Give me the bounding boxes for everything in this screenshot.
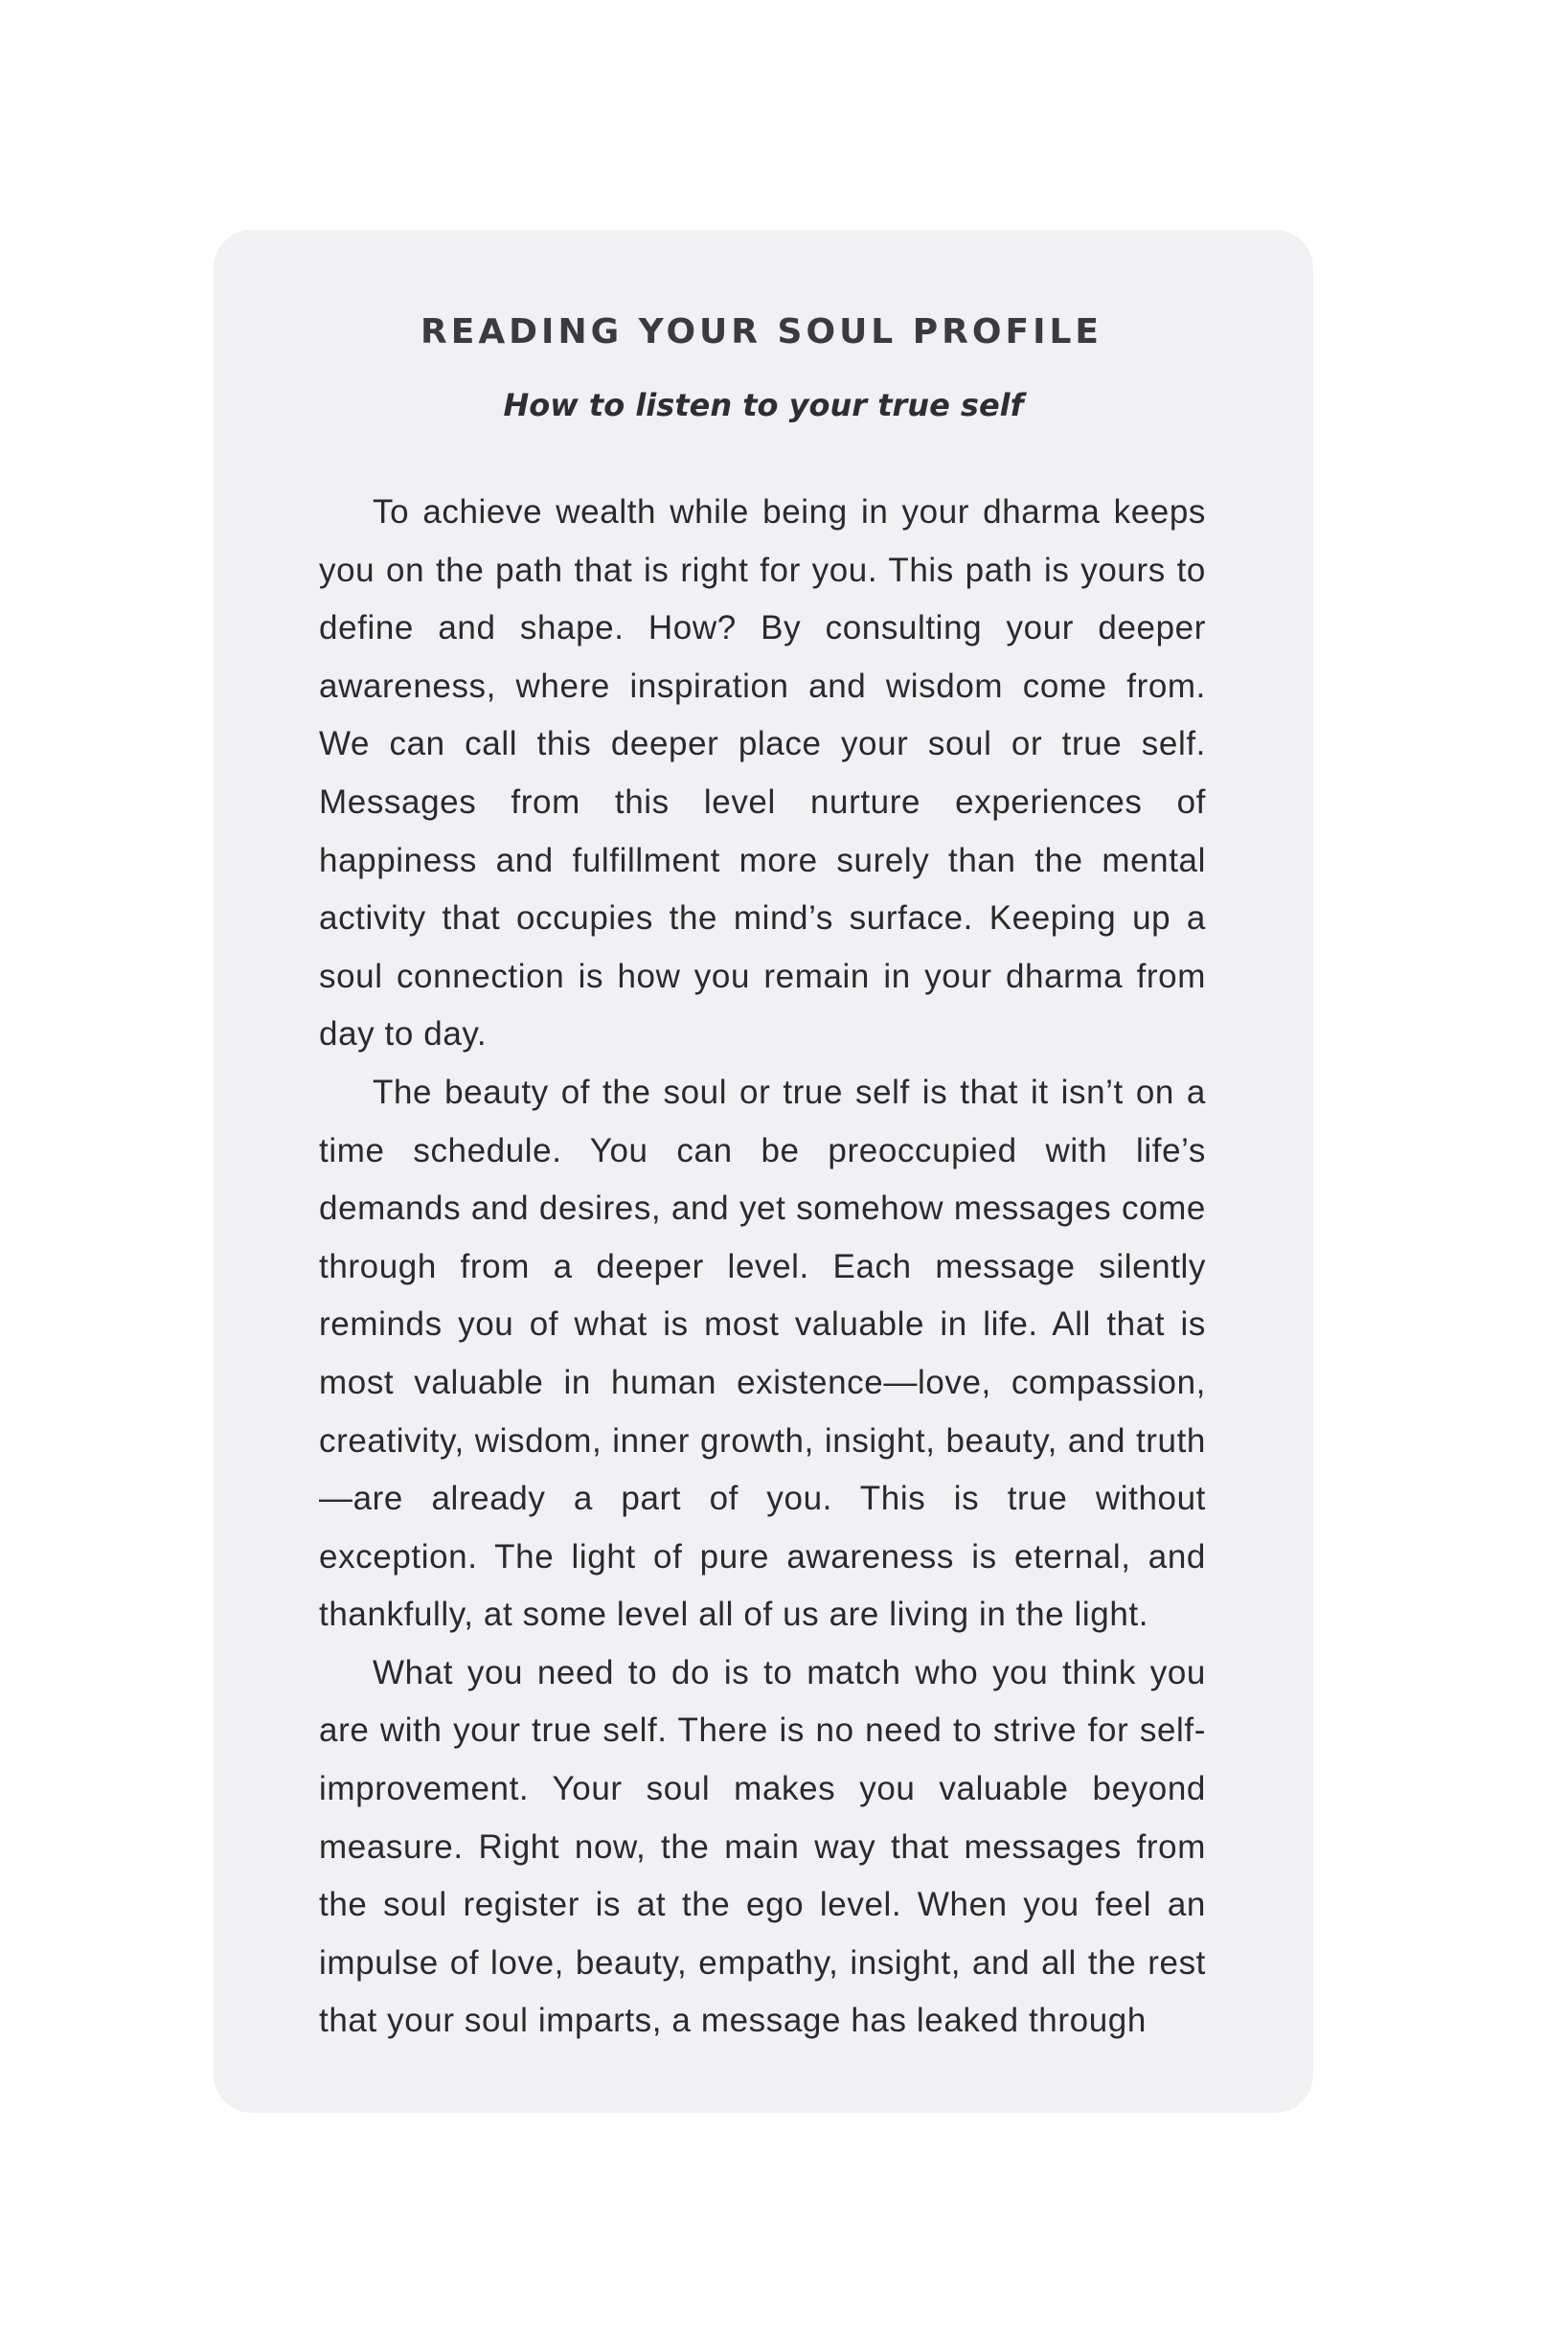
paragraph: What you need to do is to match who you think you are with your true self. There is no need to strive for self-improvement. Your soul makes you valuable beyond measure. Right now, the main way that messages from the soul register is at the ego level. When you feel an impulse of love, beauty, empathy, insight, and all the rest that your soul imparts, a message has leaked through — [319, 1653, 1206, 2040]
paragraph: To achieve wealth while being in your dharma keeps you on the path that is right for you. This path is yours to define and shape. How? By consulting your deeper awareness, where inspiration and wisdom come from. We can call this deeper place your soul or true self. Messages from this level nurture experiences of happiness and fulfillment more surely than the mental activity that occupies the mind’s surface. Keeping up a soul connection is how you remain in your dharma from day to day. — [319, 493, 1206, 1054]
body-text — [319, 484, 1206, 2051]
section-title: READING YOUR SOUL PROFILE — [420, 312, 1102, 352]
paragraph: The beauty of the soul or true self is that it isn’t on a time schedule. You can be preoccupied with life’s demands and desires, and yet somehow messages come through from a deeper level. Each message silently reminds you of what is most valuable in life. All that is most valuable in human existence—love, compassion, creativity, wisdom, inner growth, insight, beauty, and truth—are already a part of you. This is true without exception. The light of pure awareness is eternal, and thankfully, at some level all of us are living in the light. — [319, 1073, 1206, 1634]
section-subtitle: How to listen to your true self — [503, 387, 1024, 423]
